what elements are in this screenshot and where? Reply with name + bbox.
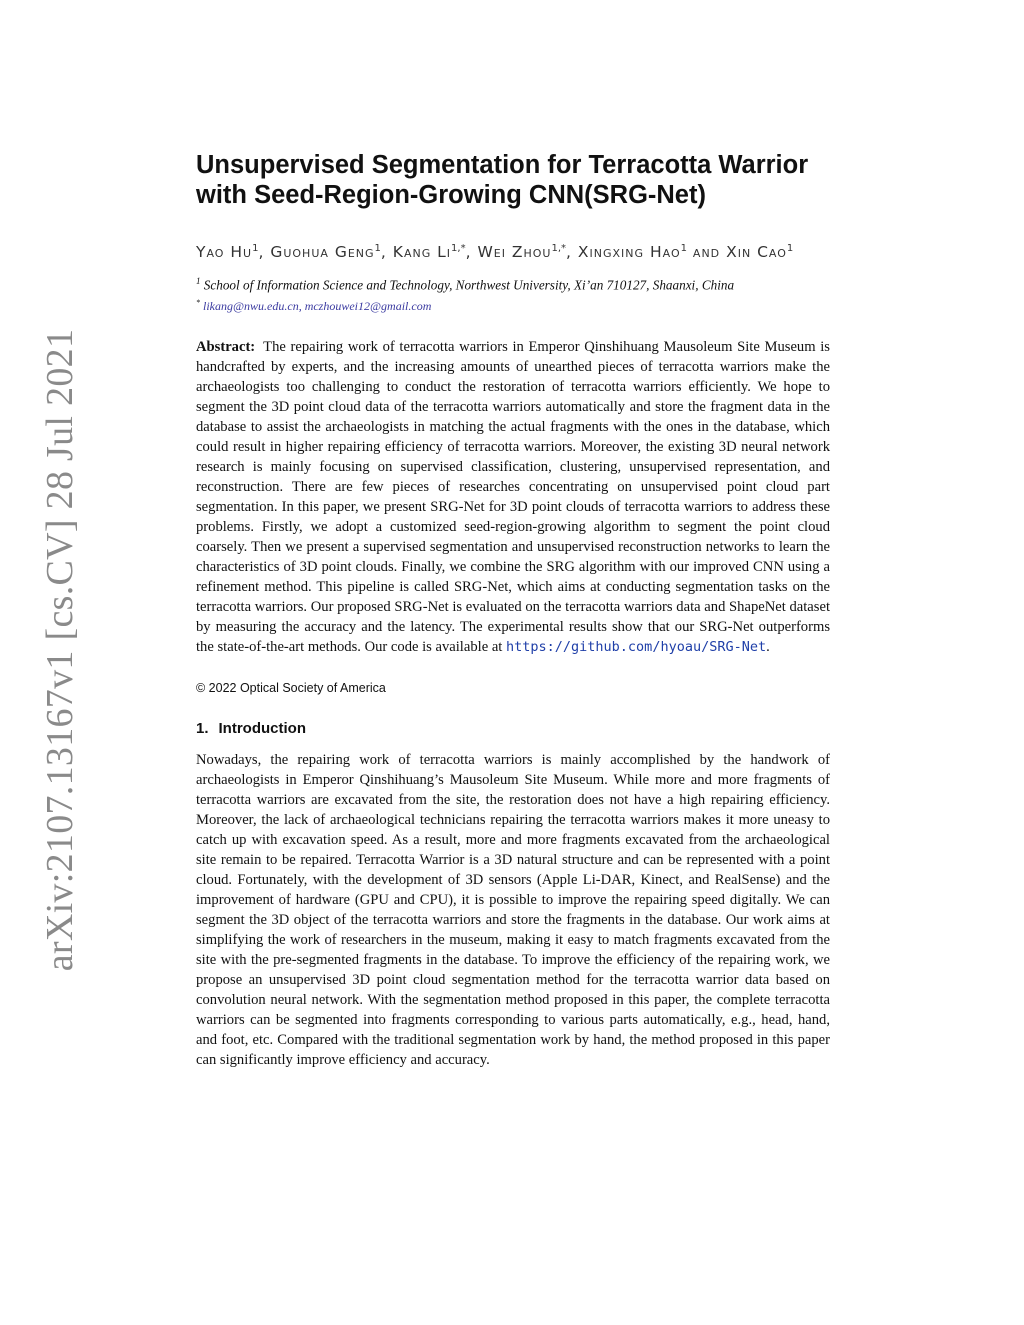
email-mark: * — [196, 297, 200, 307]
author-list — [196, 238, 830, 263]
code-link[interactable]: https://github.com/hyoau/SRG-Net — [506, 638, 767, 655]
author: Guohua Geng$^1$, — [270, 243, 393, 262]
abstract-end: . — [766, 638, 770, 655]
author: Xingxing Hao$^1$ and — [577, 243, 727, 262]
author: Yao Hu$^1$, — [196, 243, 271, 262]
author: Xin Cao$^1$ — [726, 243, 794, 262]
section-title: Introduction — [218, 719, 306, 737]
author: Kang $Li^{1,*}$, — [392, 243, 478, 262]
abstract-text: The repairing work of terracotta warriors in Emperor Qinshihuang Mausoleum Site Museum is handcrafted by experts, and the increasing amounts of unearthed pieces of terracotta warriors make the archaeologists too challenging to conduct the restoration of terracotta warriors efficiently. We hope to segment the 3D point cloud data of the terracotta warriors automatically and store the fragment data in the database to assist the archaeologists in matching the actual fragments with the ones in the database, which could result in higher repairing efficiency of terracotta warriors. Moreover, the existing 3D neural network research is mainly focusing on supervised classification, clustering, unsupervised representation, and reconstruction. There are few pieces of researches concentrating on unsupervised point cloud part segmentation. In this paper, we present SRG-Net for 3D point clouds of terracotta warriors to address these problems. Firstly, we adopt a customized seed-region-growing algorithm to segment the point cloud coarsely. Then we present a supervised segmentation and unsupervised reconstruction networks to learn the characteristics of 3D point clouds. Finally, we combine the SRG algorithm with our improved CNN using a refinement method. This pipeline is called SRG-Net, which aims at conducting segmentation tasks on the terracotta warriors. Our proposed SRG-Net is evaluated on the terracotta warriors data and ShapeNet dataset by measuring the accuracy and the latency. The experimental results show that our SRG-Net outperforms the state-of-the-art methods. Our code is available at — [196, 338, 830, 655]
contact-emails — [196, 295, 830, 314]
affiliation-mark: 1 — [196, 276, 201, 287]
abstract-label: Abstract: — [196, 338, 256, 355]
section-heading — [196, 720, 830, 738]
author: Wei Zhou$^{1,*}$, — [477, 243, 578, 262]
email-links[interactable]: likang@nwu.edu.cn, mczhouwei12@gmail.com — [203, 298, 432, 313]
paper-page — [196, 150, 830, 1070]
abstract — [196, 337, 830, 657]
affiliation — [196, 273, 830, 293]
section-number: 1. — [196, 719, 209, 737]
affiliation-text: School of Information Science and Technology, Northwest University, Xi’an 710127, Shaanxi, China — [203, 277, 735, 293]
paper-title: Unsupervised Segmentation for Terracotta Warrior with Seed-Region-Growing CNN(SRG-Net) — [196, 151, 809, 209]
copyright-notice: © 2022 Optical Society of America — [196, 680, 386, 695]
introduction-paragraph: Nowadays, the repairing work of terracotta warriors is mainly accomplished by the handwork of archaeologists in Emperor Qinshihuang’s Mausoleum Site Museum. While more and more fragments of terracotta warriors are excavated from the site, the restoration does not have a high repairing efficiency. Moreover, the lack of archaeological technicians repairing the terracotta warriors makes it more uneasy to catch up with excavation speed. As a result, more and more fragments excavated from the archaeological site remain to be repaired. Terracotta Warrior is a 3D natural structure and can be represented with a point cloud. Fortunately, with the development of 3D sensors (Apple Li-DAR, Kinect, and RealSense) and the improvement of hardware (GPU and CPU), it is possible to improve the repairing speed digitally. We can segment the 3D object of the terracotta warriors and store the fragments in the database. Our work aims at simplifying the work of researchers in the museum, making it easy to match fragments excavated from the site with the pre-segmented fragments in the database. To improve the efficiency of the repairing work, we propose an unsupervised 3D point cloud segmentation method for the terracotta warrior data based on convolution neural network. With the segmentation method proposed in this paper, the complete terracotta warriors can be segmented into fragments corresponding to various parts automatically, e.g., head, hand, and foot, etc. Compared with the traditional segmentation work by hand, the method proposed in this paper can significantly improve efficiency and accuracy. — [196, 751, 830, 1068]
arxiv-identifier-text: arXiv:2107.13167v1 [cs.CV] 28 Jul 2021 — [39, 328, 81, 972]
